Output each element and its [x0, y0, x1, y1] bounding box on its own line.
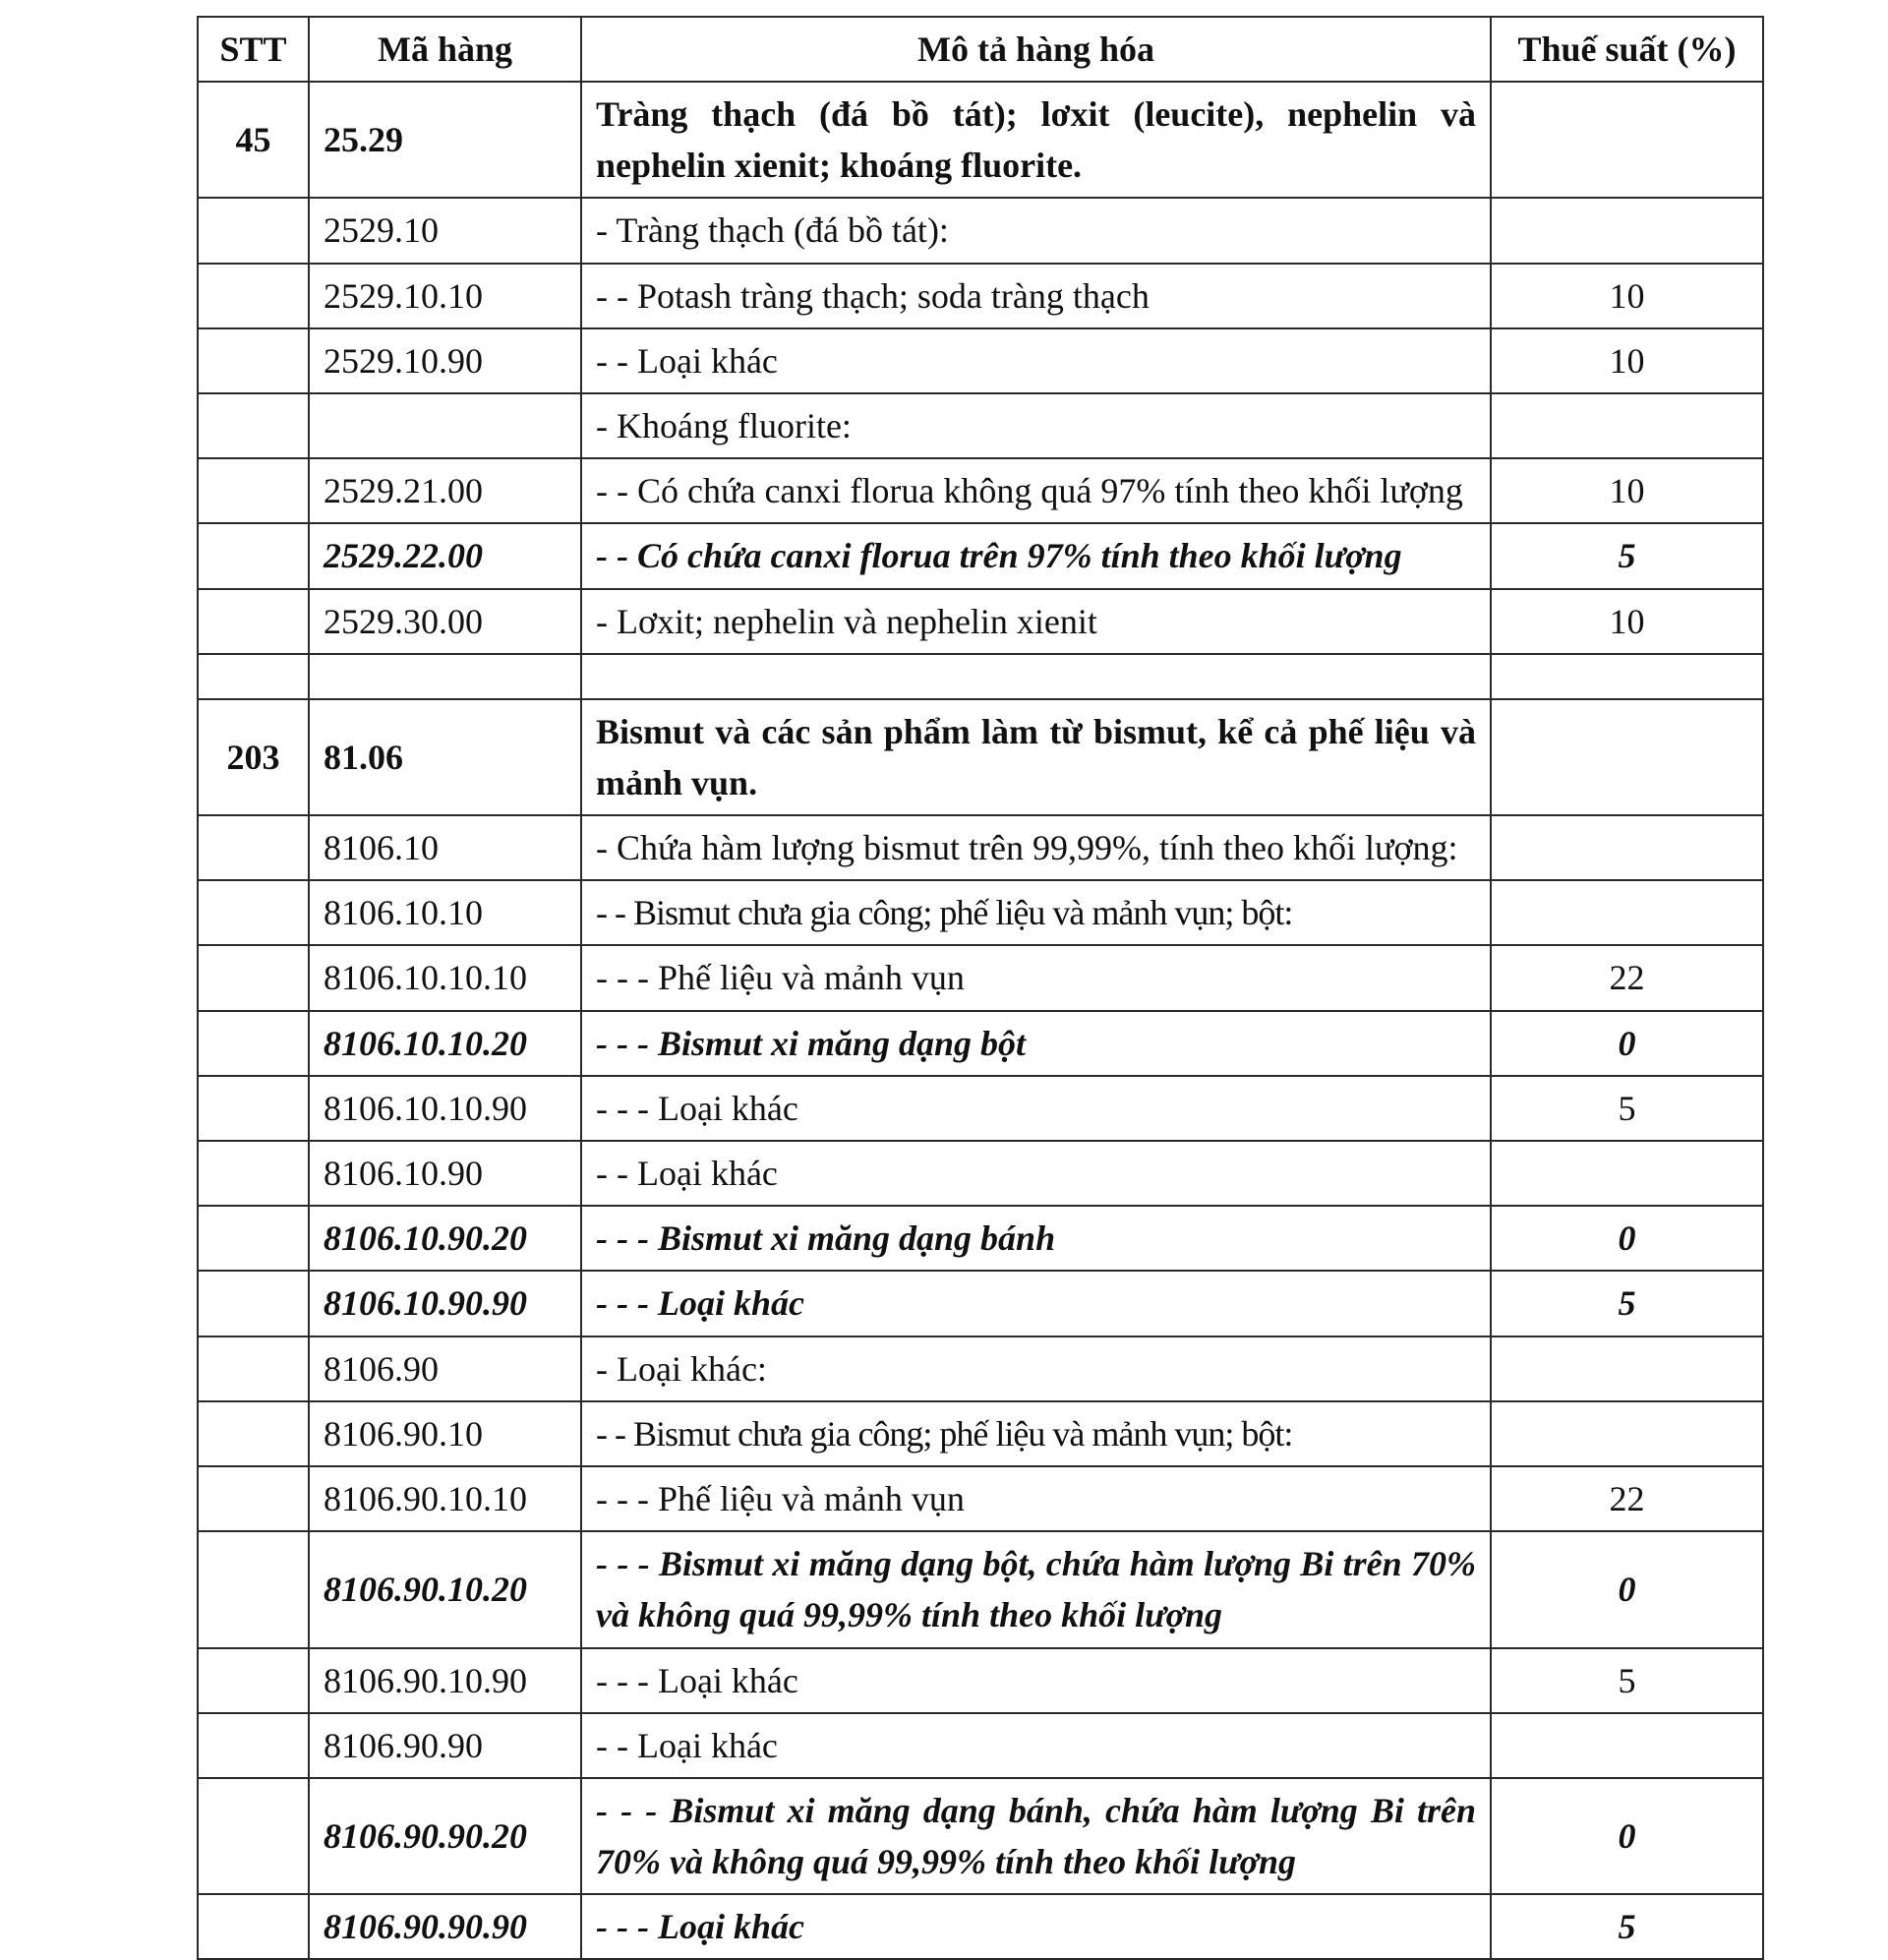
table-row-amended	[198, 1894, 1763, 1959]
row-description: - - - Bismut xi măng dạng bánh, chứa hàm lượng Bi trên 70% và không quá 99,99% tính theo khối lượng	[581, 1778, 1491, 1894]
row-code: 8106.10.10	[309, 880, 581, 945]
row-stt	[198, 1894, 309, 1959]
table-row	[198, 198, 1763, 263]
table-row	[198, 880, 1763, 945]
row-stt	[198, 1713, 309, 1778]
row-rate: 22	[1491, 1466, 1763, 1531]
row-stt	[198, 328, 309, 393]
row-stt	[198, 1648, 309, 1713]
row-stt	[198, 654, 309, 699]
row-description: - - Bismut chưa gia công; phế liệu và mảnh vụn; bột:	[581, 880, 1491, 945]
row-code: 2529.10.10	[309, 264, 581, 328]
table-row-amended	[198, 1531, 1763, 1647]
row-rate	[1491, 815, 1763, 880]
row-description	[581, 654, 1491, 699]
header-rate: Thuế suất (%)	[1491, 17, 1763, 82]
header-code: Mã hàng	[309, 17, 581, 82]
table-row	[198, 699, 1763, 815]
row-code: 2529.10	[309, 198, 581, 263]
row-rate	[1491, 1713, 1763, 1778]
table-row-amended	[198, 1206, 1763, 1271]
row-code: 8106.90.10.10	[309, 1466, 581, 1531]
row-code: 2529.10.90	[309, 328, 581, 393]
table-row-amended	[198, 1011, 1763, 1076]
row-code: 8106.10.90.90	[309, 1271, 581, 1336]
row-stt	[198, 1011, 309, 1076]
row-code: 8106.10.90.20	[309, 1206, 581, 1271]
row-rate: 0	[1491, 1206, 1763, 1271]
table-row	[198, 1648, 1763, 1713]
row-rate	[1491, 393, 1763, 458]
row-stt	[198, 1466, 309, 1531]
row-code: 8106.10.10.90	[309, 1076, 581, 1141]
row-rate: 10	[1491, 458, 1763, 523]
row-code	[309, 654, 581, 699]
row-stt: 203	[198, 699, 309, 815]
row-rate	[1491, 699, 1763, 815]
row-stt	[198, 393, 309, 458]
row-stt	[198, 1206, 309, 1271]
row-description: - - - Loại khác	[581, 1076, 1491, 1141]
row-description: - Loại khác:	[581, 1336, 1491, 1401]
table-row	[198, 1076, 1763, 1141]
row-stt	[198, 1076, 309, 1141]
row-code	[309, 393, 581, 458]
row-code: 8106.90.90.90	[309, 1894, 581, 1959]
row-description: - - Loại khác	[581, 1141, 1491, 1206]
row-rate: 0	[1491, 1011, 1763, 1076]
row-rate: 5	[1491, 1894, 1763, 1959]
tariff-table	[197, 16, 1764, 1960]
row-description: - - - Bismut xi măng dạng bột, chứa hàm lượng Bi trên 70% và không quá 99,99% tính theo khối lượng	[581, 1531, 1491, 1647]
row-description: - - Potash tràng thạch; soda tràng thạch	[581, 264, 1491, 328]
table-row-amended	[198, 523, 1763, 588]
row-stt: 45	[198, 82, 309, 198]
row-description: - Lơxit; nephelin và nephelin xienit	[581, 589, 1491, 654]
row-stt	[198, 1778, 309, 1894]
row-rate: 10	[1491, 589, 1763, 654]
row-rate: 10	[1491, 328, 1763, 393]
row-code: 8106.10.10.10	[309, 945, 581, 1010]
row-rate	[1491, 1336, 1763, 1401]
row-rate	[1491, 654, 1763, 699]
row-description: - - - Phế liệu và mảnh vụn	[581, 945, 1491, 1010]
row-rate: 5	[1491, 523, 1763, 588]
row-stt	[198, 945, 309, 1010]
row-rate: 5	[1491, 1076, 1763, 1141]
row-stt	[198, 880, 309, 945]
row-code: 8106.90.90	[309, 1713, 581, 1778]
table-header-row	[198, 17, 1763, 82]
row-stt	[198, 264, 309, 328]
table-row	[198, 945, 1763, 1010]
row-code: 2529.21.00	[309, 458, 581, 523]
row-rate: 5	[1491, 1648, 1763, 1713]
row-code: 8106.10.90	[309, 1141, 581, 1206]
row-rate	[1491, 1141, 1763, 1206]
row-description: - - Có chứa canxi florua trên 97% tính theo khối lượng	[581, 523, 1491, 588]
row-description: Bismut và các sản phẩm làm từ bismut, kể cả phế liệu và mảnh vụn.	[581, 699, 1491, 815]
table-row	[198, 1401, 1763, 1466]
row-stt	[198, 523, 309, 588]
table-row-empty	[198, 654, 1763, 699]
row-description: - Tràng thạch (đá bồ tát):	[581, 198, 1491, 263]
row-stt	[198, 458, 309, 523]
row-rate: 0	[1491, 1531, 1763, 1647]
table-row	[198, 264, 1763, 328]
table-row	[198, 82, 1763, 198]
row-stt	[198, 1336, 309, 1401]
row-code: 81.06	[309, 699, 581, 815]
row-code: 8106.90.90.20	[309, 1778, 581, 1894]
row-description: Tràng thạch (đá bồ tát); lơxit (leucite), nephelin và nephelin xienit; khoáng fluorite.	[581, 82, 1491, 198]
row-stt	[198, 1141, 309, 1206]
row-stt	[198, 1271, 309, 1336]
row-stt	[198, 815, 309, 880]
row-stt	[198, 1401, 309, 1466]
row-description: - - - Loại khác	[581, 1648, 1491, 1713]
row-description: - - - Loại khác	[581, 1271, 1491, 1336]
header-stt: STT	[198, 17, 309, 82]
table-row	[198, 328, 1763, 393]
header-description: Mô tả hàng hóa	[581, 17, 1491, 82]
row-description: - - - Bismut xi măng dạng bánh	[581, 1206, 1491, 1271]
row-code: 2529.22.00	[309, 523, 581, 588]
table-row	[198, 815, 1763, 880]
row-code: 8106.90.10.20	[309, 1531, 581, 1647]
row-rate	[1491, 880, 1763, 945]
row-code: 8106.90.10	[309, 1401, 581, 1466]
table-row-amended	[198, 1271, 1763, 1336]
row-rate	[1491, 82, 1763, 198]
row-description: - Khoáng fluorite:	[581, 393, 1491, 458]
row-stt	[198, 1531, 309, 1647]
row-rate: 22	[1491, 945, 1763, 1010]
row-description: - - Loại khác	[581, 1713, 1491, 1778]
table-row	[198, 1141, 1763, 1206]
row-description: - - - Bismut xi măng dạng bột	[581, 1011, 1491, 1076]
row-description: - - - Loại khác	[581, 1894, 1491, 1959]
row-description: - - Bismut chưa gia công; phế liệu và mảnh vụn; bột:	[581, 1401, 1491, 1466]
row-description: - Chứa hàm lượng bismut trên 99,99%, tính theo khối lượng:	[581, 815, 1491, 880]
row-description: - - Loại khác	[581, 328, 1491, 393]
table-row	[198, 1466, 1763, 1531]
tariff-document	[197, 16, 1762, 1960]
row-rate	[1491, 1401, 1763, 1466]
row-stt	[198, 198, 309, 263]
row-rate: 10	[1491, 264, 1763, 328]
row-code: 25.29	[309, 82, 581, 198]
table-row	[198, 589, 1763, 654]
row-rate: 0	[1491, 1778, 1763, 1894]
row-description: - - Có chứa canxi florua không quá 97% tính theo khối lượng	[581, 458, 1491, 523]
row-code: 8106.10	[309, 815, 581, 880]
row-description: - - - Phế liệu và mảnh vụn	[581, 1466, 1491, 1531]
row-stt	[198, 589, 309, 654]
table-row	[198, 458, 1763, 523]
row-code: 8106.90.10.90	[309, 1648, 581, 1713]
table-row	[198, 393, 1763, 458]
row-code: 8106.90	[309, 1336, 581, 1401]
row-code: 2529.30.00	[309, 589, 581, 654]
table-row	[198, 1336, 1763, 1401]
row-rate: 5	[1491, 1271, 1763, 1336]
row-rate	[1491, 198, 1763, 263]
table-row	[198, 1713, 1763, 1778]
row-code: 8106.10.10.20	[309, 1011, 581, 1076]
table-row-amended	[198, 1778, 1763, 1894]
